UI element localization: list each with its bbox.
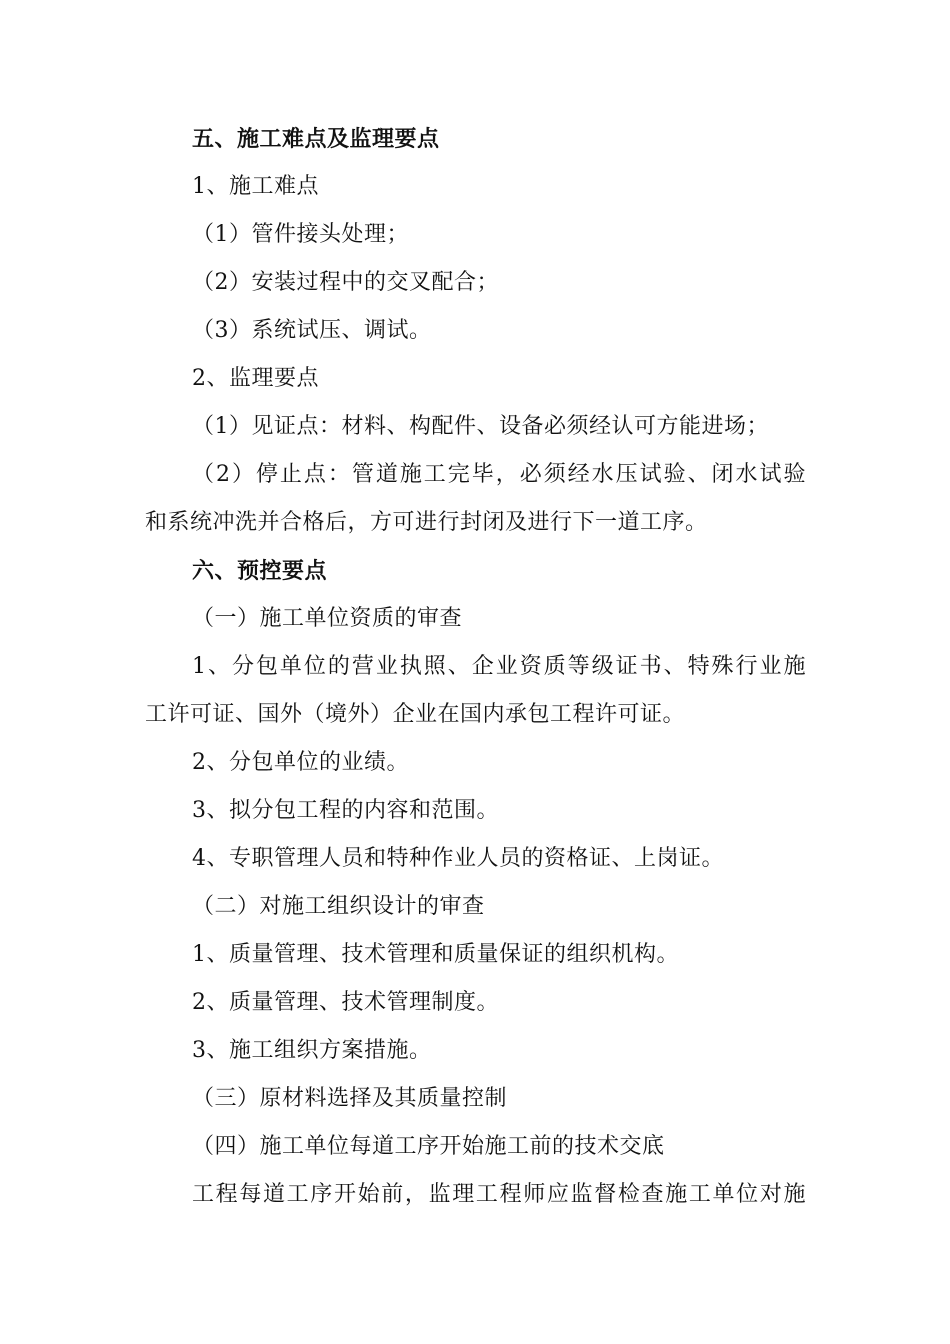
paragraph-line: 和系统冲洗并合格后，方可进行封闭及进行下一道工序。	[145, 510, 708, 535]
subheading-material-quality: （三）原材料选择及其质量控制	[192, 1086, 508, 1111]
section-heading-6: 六、预控要点	[192, 558, 328, 584]
list-item: 1、质量管理、技术管理和质量保证的组织机构。	[192, 942, 679, 967]
subheading-construction-difficulties: 1、施工难点	[192, 174, 319, 199]
list-item: （2）安装过程中的交叉配合；	[192, 270, 499, 295]
paragraph-line: 工许可证、国外（境外）企业在国内承包工程许可证。	[145, 702, 686, 727]
subheading-qualification-review: （一）施工单位资质的审查	[192, 606, 463, 631]
list-item: 2、分包单位的业绩。	[192, 750, 409, 775]
list-item: 4、专职管理人员和特种作业人员的资格证、上岗证。	[192, 846, 724, 871]
subheading-construction-plan-review: （二）对施工组织设计的审查	[192, 894, 485, 919]
subheading-technical-disclosure: （四）施工单位每道工序开始施工前的技术交底	[192, 1134, 665, 1159]
list-item: 3、施工组织方案措施。	[192, 1038, 432, 1063]
list-item: 2、质量管理、技术管理制度。	[192, 990, 499, 1015]
list-item: （1）管件接头处理；	[192, 222, 409, 247]
paragraph-line: 1、分包单位的营业执照、企业资质等级证书、特殊行业施	[192, 654, 806, 679]
paragraph-line: 工程每道工序开始前，监理工程师应监督检查施工单位对施	[192, 1182, 806, 1207]
list-item: （1）见证点：材料、构配件、设备必须经认可方能进场；	[192, 414, 769, 439]
list-item: 3、拟分包工程的内容和范围。	[192, 798, 499, 823]
paragraph-line: （2）停止点：管道施工完毕，必须经水压试验、闭水试验	[192, 462, 806, 487]
list-item: （3）系统试压、调试。	[192, 318, 432, 343]
subheading-supervision-points: 2、监理要点	[192, 366, 319, 391]
section-heading-5: 五、施工难点及监理要点	[192, 126, 440, 152]
